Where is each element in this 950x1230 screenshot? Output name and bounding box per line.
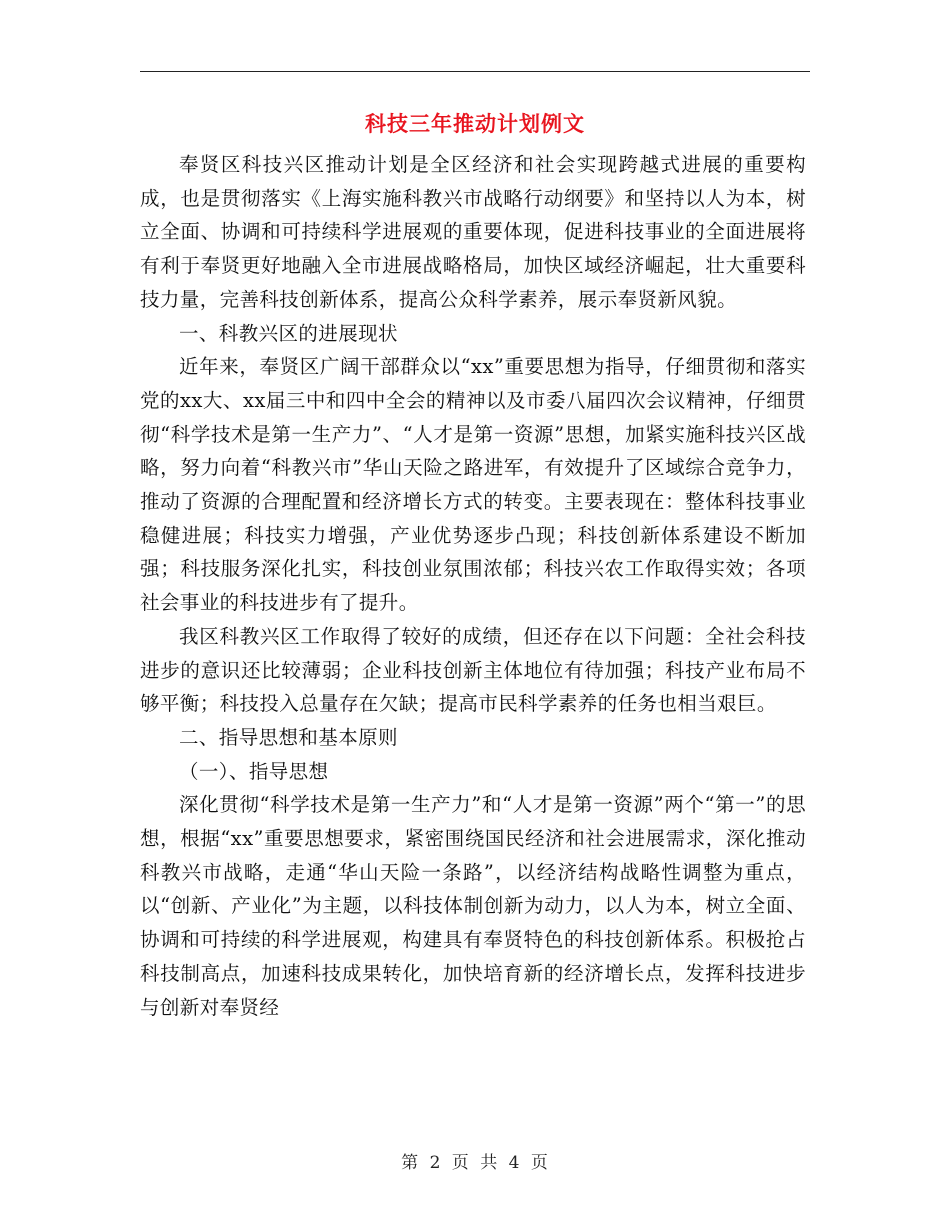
document-title: 科技三年推动计划例文 — [365, 112, 585, 136]
section-heading-2: 二、指导思想和基本原则 — [179, 725, 398, 749]
footer-current-page: 2 — [429, 1153, 442, 1173]
document-body — [140, 148, 806, 1024]
page-footer — [0, 1150, 950, 1176]
paragraph-intro: 奉贤区科技兴区推动计划是全区经济和社会实现跨越式进展的重要构成，也是贯彻落实《上海实施科教兴市战略行动纲要》和坚持以人为本，树立全面、协调和可持续科学进展观的重要体现，促进科技事业的全面进展将有利于奉贤更好地融入全市进展战略格局，加快区域经济崛起，壮大重要科技力量，完善科技创新体系，提高公众科学素养，展示奉贤新风貌。 — [140, 153, 806, 311]
paragraph-problems: 我区科教兴区工作取得了较好的成绩，但还存在以下问题：全社会科技进步的意识还比较薄弱；企业科技创新主体地位有待加强；科技产业布局不够平衡；科技投入总量存在欠缺；提高市民科学素养的任务也相当艰巨。 — [140, 624, 806, 716]
header-rule — [140, 71, 810, 72]
footer-page-label: 页 — [451, 1153, 470, 1173]
footer-total-pages: 4 — [508, 1153, 521, 1173]
subsection-heading-1: （一）、指导思想 — [179, 759, 329, 783]
footer-prefix: 第 — [401, 1153, 420, 1173]
paragraph-status: 近年来，奉贤区广阔干部群众以“xx”重要思想为指导，仔细贯彻和落实党的xx大、xx届三中和四中全会的精神以及市委八届四次会议精神，仔细贯彻“科学技术是第一生产力”、“人才是第一资源”思想，加紧实施科技兴区战略，努力向着“科教兴市”华山天险之路进军，有效提升了区域综合竞争力，推动了资源的合理配置和经济增长方式的转变。主要表现在：整体科技事业稳健进展；科技实力增强，产业优势逐步凸现；科技创新体系建设不断加强；科技服务深化扎实，科技创业氛围浓郁；科技兴农工作取得实效；各项社会事业的科技进步有了提升。 — [140, 355, 806, 615]
footer-total-label: 共 — [480, 1153, 499, 1173]
section-heading-1: 一、科教兴区的进展现状 — [179, 321, 398, 345]
footer-suffix: 页 — [530, 1153, 549, 1173]
paragraph-guiding-thought: 深化贯彻“科学技术是第一生产力”和“人才是第一资源”两个“第一”的思想，根据“xx”重要思想要求，紧密围绕国民经济和社会进展需求，深化推动科教兴市战略，走通“华山天险一条路”，以经济结构战略性调整为重点，以“创新、产业化”为主题，以科技体制创新为动力，以人为本，树立全面、协调和可持续的科学进展观，构建具有奉贤特色的科技创新体系。积极抢占科技制高点，加速科技成果转化，加快培育新的经济增长点，发挥科技进步与创新对奉贤经 — [140, 793, 806, 1019]
